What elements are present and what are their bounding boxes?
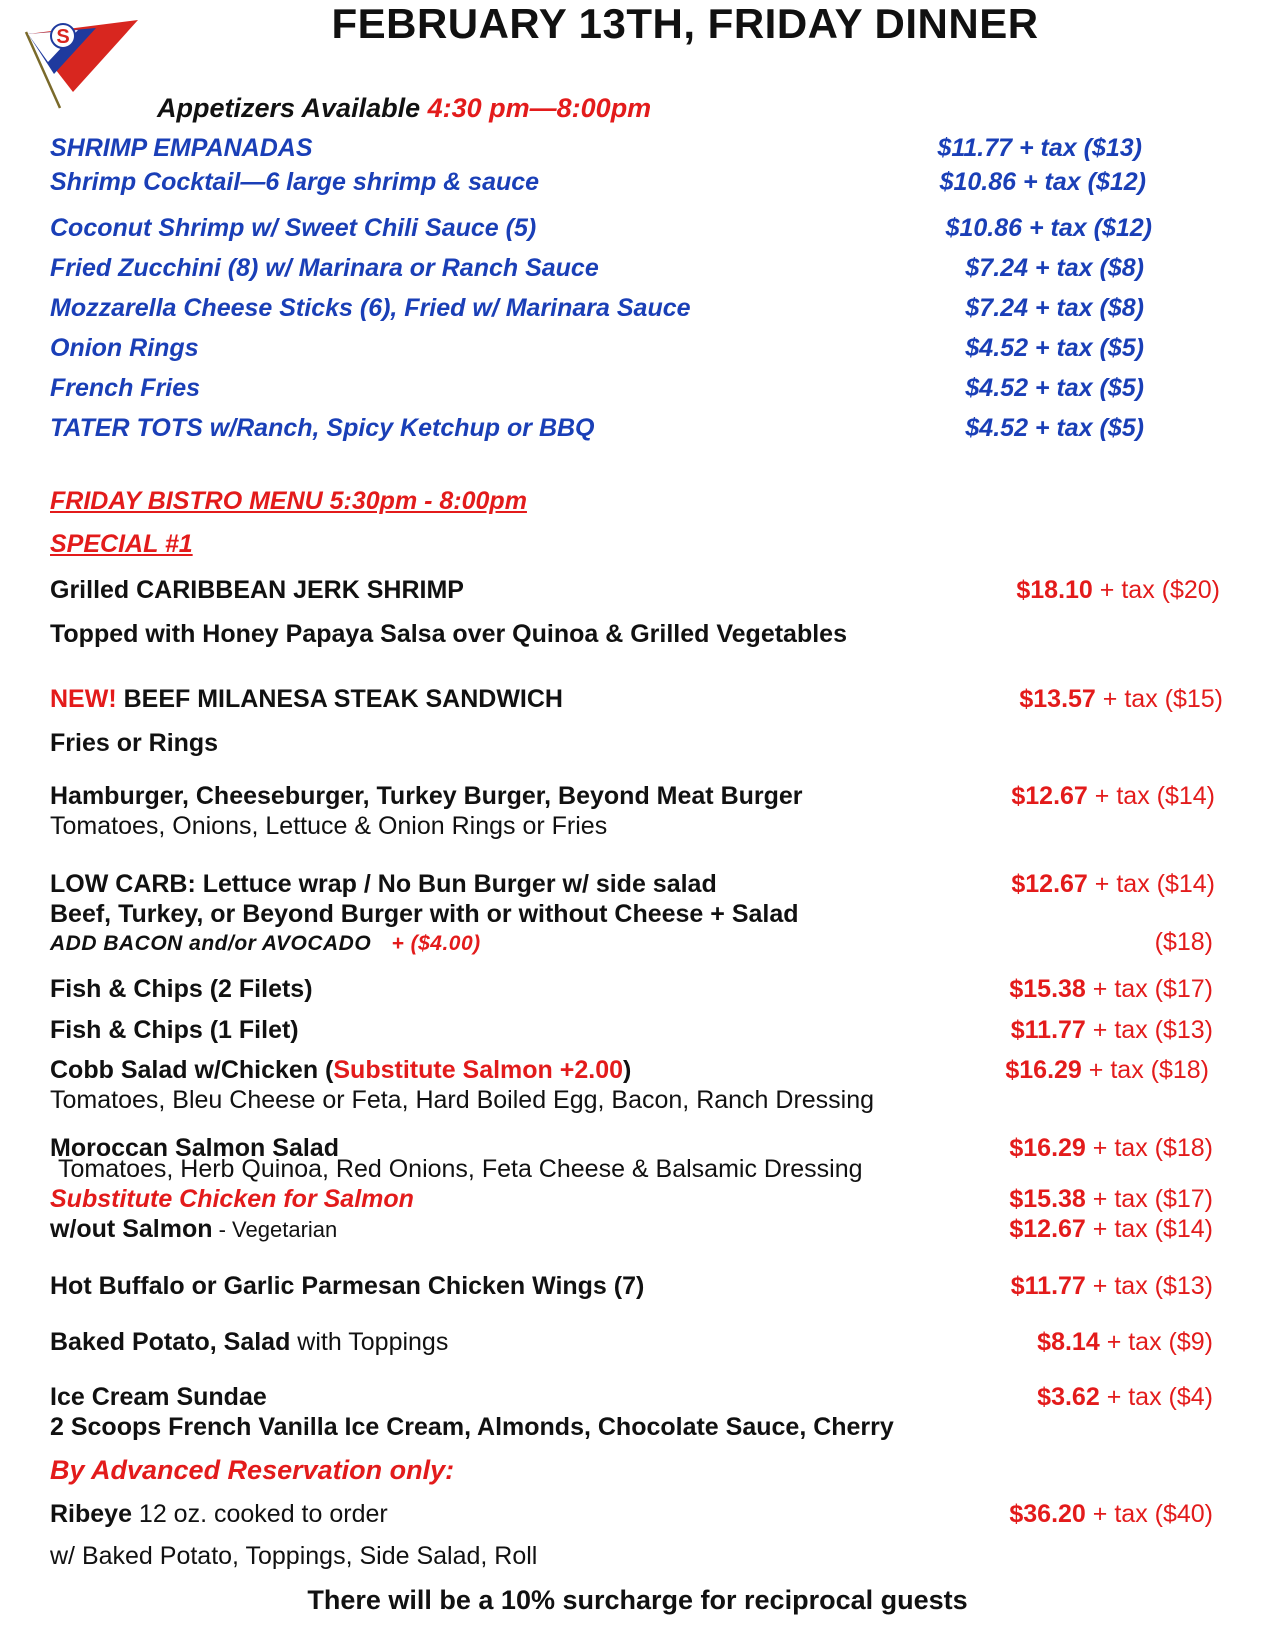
price-amount: $13.57 <box>1019 685 1096 713</box>
price-tax: + tax ($15) <box>1102 685 1223 713</box>
addon-price: + ($4.00) <box>391 932 481 955</box>
potato-name <box>50 1328 448 1357</box>
appetizers-label: Appetizers Available <box>157 93 421 123</box>
price-amount: $12.67 <box>1011 782 1088 810</box>
price-tax: + tax ($18) <box>1088 1056 1209 1084</box>
appetizer-row <box>50 334 1210 366</box>
moroccan-name: Moroccan Salmon Salad <box>50 1134 339 1162</box>
moroccan-price <box>1009 1134 1213 1163</box>
sundae-name: Ice Cream Sundae <box>50 1383 267 1411</box>
price-tax: + tax ($14) <box>1094 782 1215 810</box>
addon-label: ADD BACON and/or AVOCADO <box>50 932 372 955</box>
milanesa-description: Fries or Rings <box>50 729 219 757</box>
price-tax: ($18) <box>1154 928 1213 956</box>
item-name: Ribeye <box>50 1500 132 1528</box>
cobb-description: Tomatoes, Bleu Cheese or Feta, Hard Boiled Egg, Bacon, Ranch Dressing <box>50 1086 875 1114</box>
moroccan-sub-price <box>1009 1185 1213 1214</box>
appetizer-name: Coconut Shrimp w/ Sweet Chili Sauce (5) <box>50 214 537 242</box>
appetizer-row <box>50 168 1210 200</box>
sundae-price <box>1037 1383 1213 1412</box>
milanesa-name <box>50 685 563 714</box>
item-name: BEEF MILANESA STEAK SANDWICH <box>123 685 563 713</box>
cobb-name <box>50 1056 631 1085</box>
burger-price <box>1011 782 1215 811</box>
new-badge: NEW! <box>50 685 117 713</box>
lowcarb-addon <box>50 932 481 956</box>
price-amount: $16.29 <box>1009 1134 1086 1162</box>
surcharge-note: There will be a 10% surcharge for reciprocal guests <box>307 1585 968 1615</box>
moroccan-description: Tomatoes, Herb Quinoa, Red Onions, Feta Cheese & Balsamic Dressing <box>58 1155 863 1183</box>
lowcarb-addon-total <box>1155 928 1213 957</box>
cobb-price <box>1005 1056 1209 1085</box>
price-tax: + tax ($18) <box>1092 1134 1213 1162</box>
appetizer-row <box>50 134 1210 166</box>
price-amount: $11.77 <box>1010 1272 1086 1300</box>
price-tax: + tax ($17) <box>1092 975 1213 1003</box>
price-tax: + tax ($17) <box>1092 1185 1213 1213</box>
potato-price <box>1037 1328 1213 1357</box>
price-amount: $18.10 <box>1016 576 1093 604</box>
fish1-name: Fish & Chips (1 Filet) <box>50 1016 299 1044</box>
special-description: Topped with Honey Papaya Salsa over Quinoa & Grilled Vegetables <box>50 620 847 648</box>
lowcarb-price <box>1011 870 1215 899</box>
burger-name: Hamburger, Cheeseburger, Turkey Burger, Beyond Meat Burger <box>50 782 803 810</box>
appetizer-name: Mozzarella Cheese Sticks (6), Fried w/ Marinara Sauce <box>50 294 691 322</box>
price-tax: + tax ($13) <box>1092 1272 1213 1300</box>
price-tax: + tax ($14) <box>1092 1215 1213 1243</box>
ribeye-name <box>50 1500 388 1529</box>
price-amount: $15.38 <box>1009 1185 1086 1213</box>
moroccan-substitute: Substitute Chicken for Salmon <box>50 1185 414 1213</box>
appetizer-name: Shrimp Cocktail—6 large shrimp & sauce <box>50 168 540 196</box>
appetizer-price: $11.77 + tax ($13) <box>937 134 1142 162</box>
item-note: 12 oz. cooked to order <box>131 1500 388 1528</box>
price-tax: + tax ($14) <box>1094 870 1215 898</box>
price-amount: $12.67 <box>1011 870 1088 898</box>
item-note: - Vegetarian <box>212 1217 338 1242</box>
ribeye-description: w/ Baked Potato, Toppings, Side Salad, Roll <box>50 1542 538 1570</box>
appetizer-row <box>50 374 1210 406</box>
appetizer-price: $4.52 + tax ($5) <box>965 414 1144 442</box>
special-name: Grilled CARIBBEAN JERK SHRIMP <box>50 576 464 604</box>
appetizer-price: $4.52 + tax ($5) <box>965 374 1144 402</box>
appetizer-row <box>50 414 1210 446</box>
fish2-price <box>1009 975 1213 1004</box>
appetizer-price: $4.52 + tax ($5) <box>965 334 1144 362</box>
price-amount: $15.38 <box>1009 975 1086 1003</box>
appetizer-price: $7.24 + tax ($8) <box>965 254 1144 282</box>
appetizer-price: $10.86 + tax ($12) <box>945 214 1152 242</box>
special-price <box>1016 576 1220 605</box>
sundae-description: 2 Scoops French Vanilla Ice Cream, Almonds, Chocolate Sauce, Cherry <box>50 1413 894 1441</box>
appetizers-hours: 4:30 pm—8:00pm <box>427 93 652 123</box>
appetizer-row <box>50 254 1210 286</box>
item-name: Cobb Salad w/Chicken ( <box>50 1056 334 1084</box>
price-amount: $8.14 <box>1037 1328 1100 1356</box>
wings-price <box>1011 1272 1213 1301</box>
price-amount: $36.20 <box>1009 1500 1086 1528</box>
item-name: w/out Salmon <box>50 1215 213 1243</box>
substitute-note: Substitute Salmon +2.00 <box>333 1056 624 1084</box>
bistro-heading: FRIDAY BISTRO MENU 5:30pm - 8:00pm <box>50 487 527 515</box>
moroccan-veg-price <box>1009 1215 1213 1244</box>
appetizer-name: TATER TOTS w/Ranch, Spicy Ketchup or BBQ <box>50 414 595 442</box>
item-name: Baked Potato, Salad <box>50 1328 291 1356</box>
appetizer-name: SHRIMP EMPANADAS <box>50 134 313 162</box>
appetizer-row <box>50 294 1210 326</box>
price-amount: $3.62 <box>1037 1383 1100 1411</box>
appetizer-price: $10.86 + tax ($12) <box>939 168 1146 196</box>
appetizer-name: French Fries <box>50 374 201 402</box>
price-tax: + tax ($13) <box>1092 1016 1213 1044</box>
price-tax: + tax ($20) <box>1099 576 1220 604</box>
price-tax: + tax ($9) <box>1106 1328 1213 1356</box>
price-tax: + tax ($4) <box>1106 1383 1213 1411</box>
item-name-close: ) <box>623 1056 632 1084</box>
appetizers-heading <box>157 93 651 124</box>
price-amount: $11.77 <box>1010 1016 1086 1044</box>
wings-name: Hot Buffalo or Garlic Parmesan Chicken Wings (7) <box>50 1272 645 1300</box>
item-note: with Toppings <box>290 1328 449 1356</box>
ribeye-price <box>1009 1500 1213 1529</box>
logo-letter: S <box>56 26 70 48</box>
moroccan-vegetarian <box>50 1215 337 1244</box>
appetizer-price: $7.24 + tax ($8) <box>965 294 1144 322</box>
reservation-heading: By Advanced Reservation only: <box>50 1455 455 1485</box>
fish1-price <box>1011 1016 1213 1045</box>
appetizer-name: Fried Zucchini (8) w/ Marinara or Ranch Sauce <box>50 254 599 282</box>
lowcarb-description: Beef, Turkey, or Beyond Burger with or without Cheese + Salad <box>50 900 799 928</box>
price-tax: + tax ($40) <box>1092 1500 1213 1528</box>
appetizer-row <box>50 214 1210 246</box>
price-amount: $16.29 <box>1005 1056 1082 1084</box>
lowcarb-name: LOW CARB: Lettuce wrap / No Bun Burger w/ side salad <box>50 870 717 898</box>
burger-description: Tomatoes, Onions, Lettuce & Onion Rings or Fries <box>50 812 608 840</box>
fish2-name: Fish & Chips (2 Filets) <box>50 975 313 1003</box>
price-amount: $12.67 <box>1009 1215 1086 1243</box>
milanesa-price <box>1019 685 1223 714</box>
page-title: FEBRUARY 13TH, FRIDAY DINNER <box>331 0 1039 47</box>
special-heading: SPECIAL #1 <box>50 530 193 558</box>
appetizer-name: Onion Rings <box>50 334 199 362</box>
